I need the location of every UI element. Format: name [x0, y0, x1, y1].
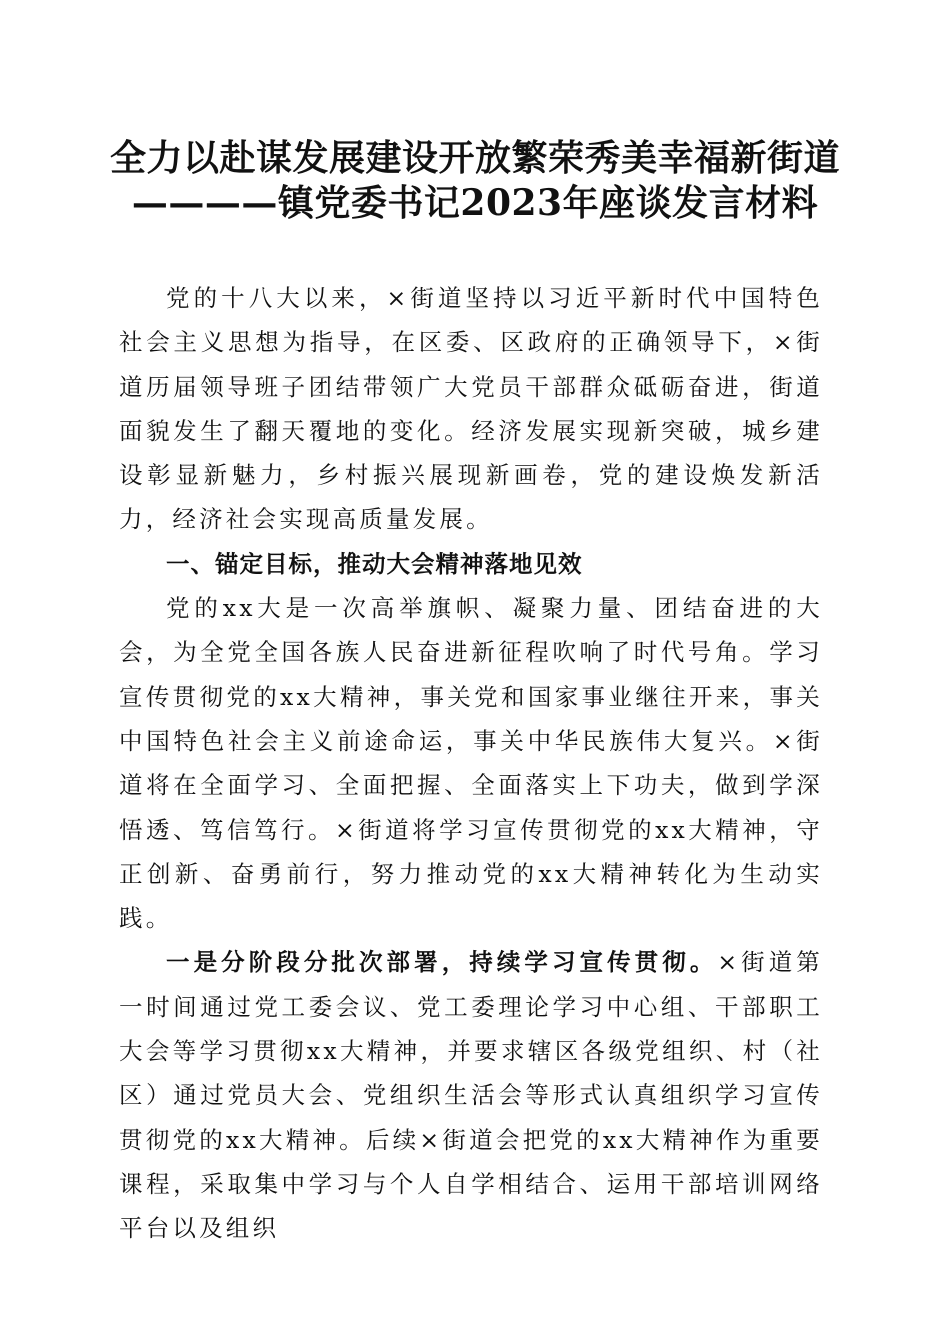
title-line-main: 全力以赴谋发展建设开放繁荣秀美幸福新街道 — [109, 137, 840, 179]
point1-body-text: ×街道第一时间通过党工委会议、党工委理论学习中心组、干部职工大会等学习贯彻xx大精神，并要求辖区各级党组织、村（社区）通过党员大会、党组织生活会等形式认真组织学习宣传贯彻党的xx大精神。后续×街道会把党的xx大精神作为重要课程，采取集中学习与个人自学相结合、运用干部培训网络平台以及组织 — [119, 948, 823, 1243]
intro-paragraph: 党的十八大以来，×街道坚持以习近平新时代中国特色社会主义思想为指导，在区委、区政府的正确领导下，×街道历届领导班子团结带领广大党员干部群众砥砺奋进，街道面貌发生了翻天覆地的变化。经济发展实现新突破，城乡建设彰显新魅力，乡村振兴展现新画卷，党的建设焕发新活力，经济社会实现高质量发展。 — [119, 284, 823, 534]
point1-paragraph — [119, 940, 823, 1250]
title-line-subtitle: ————镇党委书记2023年座谈发言材料 — [131, 182, 819, 224]
document-body — [119, 276, 823, 1251]
section1-paragraph: 党的xx大是一次高举旗帜、凝聚力量、团结奋进的大会，为全党全国各族人民奋进新征程吹响了时代号角。学习宣传贯彻党的xx大精神，事关党和国家事业继往开来，事关中国特色社会主义前途命运，事关中华民族伟大复兴。×街道将在全面学习、全面把握、全面落实上下功夫，做到学深悟透、笃信笃行。×街道将学习宣传贯彻党的xx大精神，守正创新、奋勇前行，努力推动党的xx大精神转化为生动实践。 — [119, 594, 823, 933]
point1-lead-text: 一是分阶段分批次部署，持续学习宣传贯彻。 — [166, 948, 718, 977]
document-title — [100, 136, 850, 226]
section-heading-1: 一、锚定目标，推动大会精神落地见效 — [166, 549, 583, 578]
